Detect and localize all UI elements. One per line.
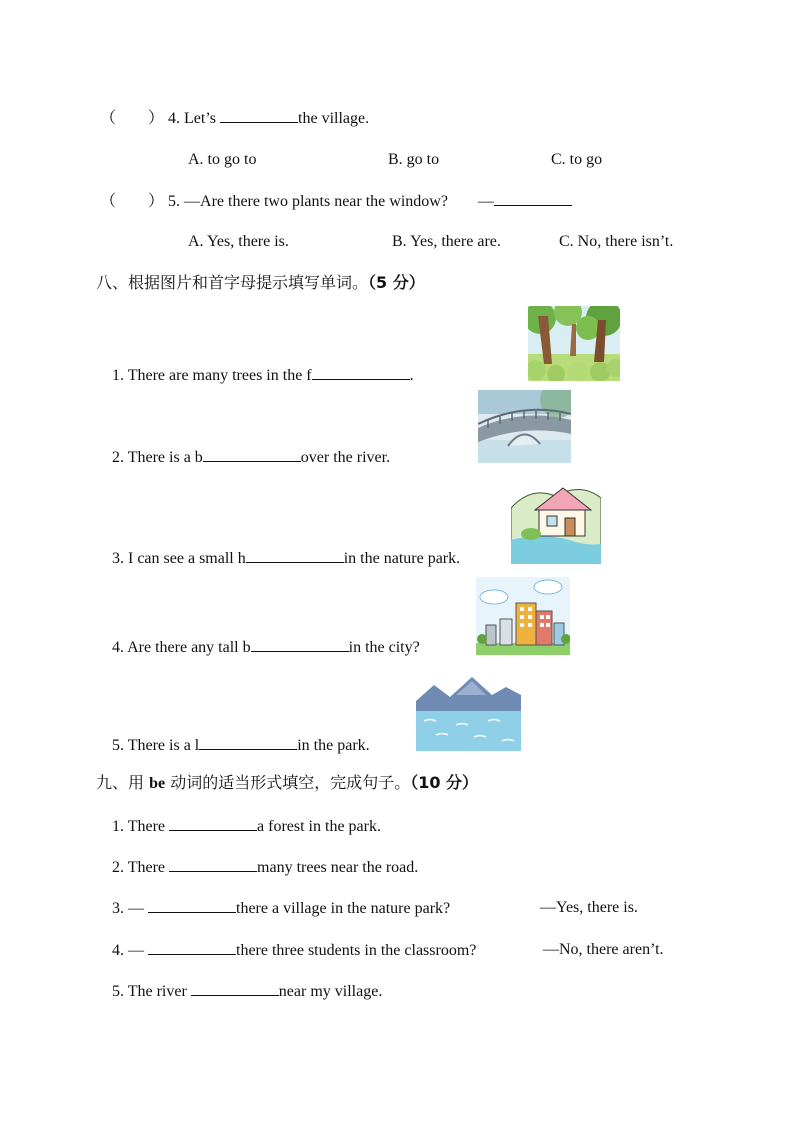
question-5-text: 5. —Are there two plants near the window? (168, 193, 448, 210)
question-5-line (100, 191, 572, 212)
s8-item-prefix: 4. Are there any tall b (112, 639, 251, 656)
forest-picture (528, 306, 620, 381)
answer-blank[interactable] (494, 191, 572, 206)
q5-option-b: B. Yes, there are. (392, 233, 501, 250)
s8-item-prefix: 1. There are many trees in the f (112, 367, 312, 384)
answer-blank[interactable] (203, 447, 301, 462)
buildings-picture (476, 577, 570, 655)
section-8-title: 八、根据图片和首字母提示填写单词。 (96, 273, 369, 292)
s8-item-suffix: in the park. (297, 737, 370, 754)
answer-blank[interactable] (220, 108, 298, 123)
s9-item-4 (112, 940, 476, 961)
s8-item-suffix: in the city? (348, 639, 420, 656)
bridge-picture (478, 390, 571, 463)
s9-item-4-reply: —No, there aren’t. (543, 941, 664, 958)
s9-item-2 (112, 857, 418, 878)
s9-item-suffix: there three students in the classroom? (236, 942, 477, 959)
s8-item-2 (112, 447, 390, 468)
answer-blank[interactable] (199, 735, 297, 750)
s8-item-suffix: over the river. (300, 449, 391, 466)
reply-dash: — (477, 193, 494, 210)
answer-blank[interactable] (148, 940, 236, 955)
answer-blank[interactable] (191, 981, 279, 996)
s8-item-4 (112, 637, 420, 658)
s9-item-suffix: many trees near the road. (257, 859, 419, 876)
s9-item-5 (112, 981, 382, 1002)
s8-item-3 (112, 548, 460, 569)
s9-item-prefix: 4. — (112, 942, 144, 959)
q5-option-c: C. No, there isn’t. (559, 233, 674, 250)
section-8-score: （5 分） (368, 273, 425, 292)
s8-item-1 (112, 365, 414, 386)
s8-item-suffix: . (409, 367, 414, 384)
s8-item-prefix: 3. I can see a small h (112, 550, 246, 567)
s9-item-suffix: near my village. (278, 983, 383, 1000)
s8-item-prefix: 5. There is a l (112, 737, 200, 754)
s9-item-suffix: there a village in the nature park? (236, 900, 451, 917)
answer-blank[interactable] (148, 898, 236, 913)
s8-item-suffix: in the nature park. (343, 550, 461, 567)
q4-option-b: B. go to (388, 151, 440, 168)
s9-item-prefix: 2. There (112, 859, 166, 876)
answer-paren: （ ） (100, 110, 165, 127)
house-picture (511, 478, 601, 564)
section-9-title-be: be (149, 775, 166, 792)
answer-blank[interactable] (246, 548, 344, 563)
question-4-suffix: the village. (298, 110, 370, 127)
s9-item-1 (112, 816, 381, 837)
q4-option-a: A. to go to (188, 151, 257, 168)
s8-item-5 (112, 735, 370, 756)
s9-item-suffix: a forest in the park. (257, 818, 381, 835)
answer-paren: （ ） (100, 193, 165, 210)
answer-blank[interactable] (312, 365, 410, 380)
s9-item-prefix: 5. The river (112, 983, 187, 1000)
section-9-score: （10 分） (410, 773, 479, 792)
question-4-line (100, 108, 369, 129)
section-9-heading (96, 773, 478, 794)
answer-blank[interactable] (251, 637, 349, 652)
answer-blank[interactable] (169, 816, 257, 831)
s9-item-prefix: 1. There (112, 818, 166, 835)
answer-blank[interactable] (169, 857, 257, 872)
section-8-heading (96, 273, 425, 293)
s8-item-prefix: 2. There is a b (112, 449, 203, 466)
q5-option-a: A. Yes, there is. (188, 233, 289, 250)
q4-option-c: C. to go (551, 151, 603, 168)
question-4-prefix: 4. Let’s (168, 110, 217, 127)
lake-picture (416, 665, 521, 751)
s9-item-prefix: 3. — (112, 900, 144, 917)
section-9-title-b: 动词的适当形式填空，完成句子。 (170, 773, 411, 792)
s9-item-3 (112, 898, 450, 919)
s9-item-3-reply: —Yes, there is. (540, 899, 638, 916)
section-9-title-a: 九、用 (96, 773, 145, 792)
